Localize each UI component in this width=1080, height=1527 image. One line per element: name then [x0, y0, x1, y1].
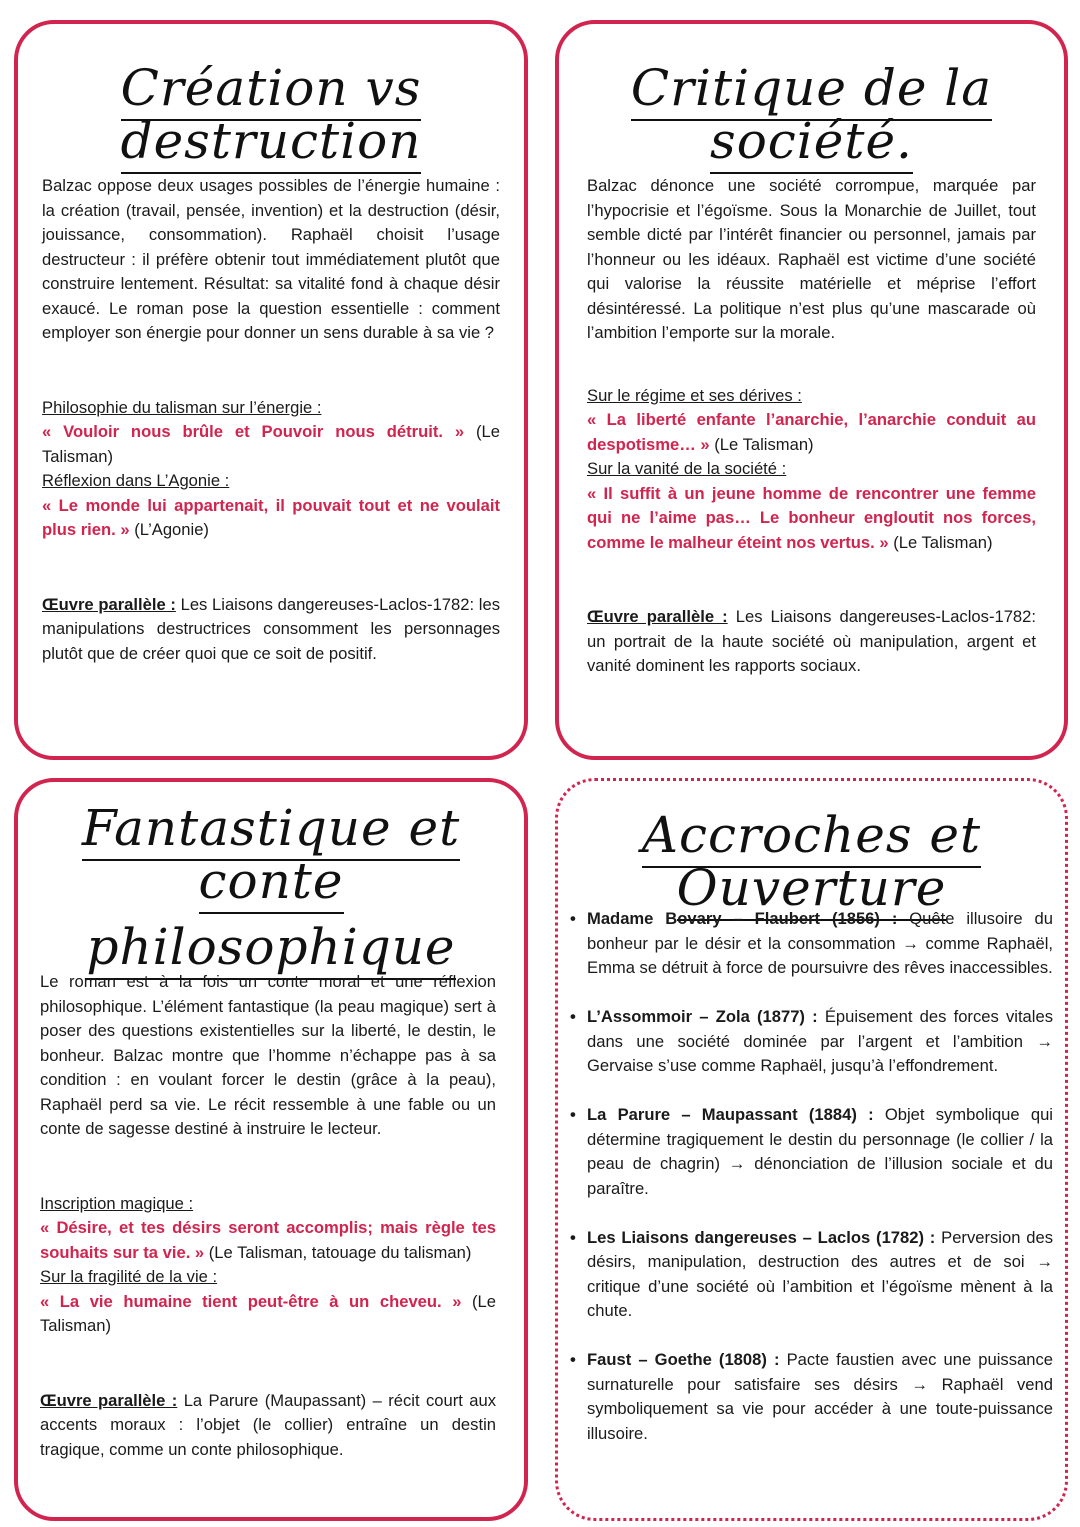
intro-paragraph: Balzac oppose deux usages possibles de l’énergie humaine : la création (travail, pensée, invention) et la destruction (désir, jouissance, consommation). Raphaël choisit l’usage destructeur : il préfère obtenir tout immédiatement plutôt que construire lentement. Résultat: sa vitalité fond à chaque désir exaucé. Le roman pose la question essentielle : comment employer son énergie pour donner un sens durable à sa vie ?: [42, 176, 500, 342]
card-body: [570, 907, 1053, 1471]
intro-paragraph: Le roman est à la fois un conte moral et une réflexion philosophique. L’élément fantastique (la peau magique) sert à poser des questions existentielles sur la liberté, le destin, le bonheur. Balzac montre que l’homme n’échappe pas à sa condition : en voulant forcer le destin (grâce à la peau), Raphaël perd sa vie. Le récit ressemble à une fable ou un conte de sagesse destiné à instruire le lecteur.: [40, 972, 496, 1138]
quote-source: (Le Talisman): [42, 422, 500, 466]
quote-source: (Le Talisman): [40, 1291, 496, 1335]
quote-text: « Le monde lui appartenait, il pouvait tout et ne voulait plus rien. »: [42, 495, 500, 539]
quote-source: (Le Talisman, tatouage du talisman): [208, 1242, 472, 1262]
card-body: [587, 174, 1036, 679]
quote-label: Sur la vanité de la société :: [587, 459, 787, 478]
card-title: Accroches et Ouverture: [558, 809, 1065, 914]
card-title: Création vs destruction: [18, 62, 524, 167]
quote-text: « Il suffit à un jeune homme de rencontrer une femme qui ne l’aime pas… Le bonheur engloutit nos forces, comme le malheur éteint nos vertus. »: [587, 483, 1036, 552]
bullet-icon: •: [570, 909, 576, 928]
parallel-label: Œuvre parallèle :: [40, 1390, 178, 1410]
list-item: [570, 1103, 1053, 1201]
work-title: Faust – Goethe (1808) :: [587, 1350, 780, 1369]
card-title: Critique de la société.: [559, 62, 1064, 167]
work-text: Pacte faustien avec une puissance surnaturelle pour satisfaire ses désirs → Raphaël vend symboliquement sa vie pour accéder à une toute-puissance illusoire.: [587, 1350, 1053, 1443]
parallel-work: [42, 593, 500, 667]
intro-paragraph: Balzac dénonce une société corrompue, marquée par l’hypocrisie et l’égoïsme. Sous la Monarchie de Juillet, tout semble dicté par l’intérêt financier ou personnel, jamais par l’honneur ou les idéaux. Raphaël est victime d’une société qui valorise la réussite matérielle et méprise l’effort désintéressé. La politique n’est plus qu’une mascarade où l’ambition l’emporte sur la morale.: [587, 176, 1036, 342]
parallel-work: [40, 1389, 496, 1463]
work-text: Quête illusoire du bonheur par le désir et la consommation → comme Raphaël, Emma se détruit à force de poursuivre des rêves inaccessibles.: [587, 909, 1053, 977]
bullet-icon: •: [570, 1350, 576, 1369]
quote-block: [42, 420, 500, 469]
parallel-work: [587, 605, 1036, 679]
quote-block: [587, 482, 1036, 556]
bullet-icon: •: [570, 1227, 576, 1247]
card-fantastique-conte: [14, 778, 528, 1521]
quote-source: (Le Talisman): [714, 434, 814, 454]
bullet-icon: •: [570, 1007, 576, 1026]
quote-source: (L’Agonie): [134, 520, 209, 539]
quote-label: Inscription magique :: [40, 1193, 194, 1213]
quote-label: Philosophie du talisman sur l’énergie :: [42, 397, 322, 417]
list-item: [570, 1005, 1053, 1079]
work-text: Épuisement des forces vitales dans une société dominée par l’argent et l’ambition → Gervaise s’use comme Raphaël, jusqu’à l’effondrement.: [587, 1007, 1053, 1075]
card-creation-destruction: [14, 20, 528, 760]
parallel-label: Œuvre parallèle :: [587, 607, 728, 626]
work-text: Objet symbolique qui détermine tragiquement le destin du personnage (le collier / la peau de chagrin) → dénonciation de l’illusion sociale et du paraître.: [587, 1105, 1053, 1198]
card-title: Fantastique et conte philosophique: [18, 802, 524, 974]
work-title: Les Liaisons dangereuses – Laclos (1782) :: [587, 1227, 936, 1247]
quote-block: [40, 1216, 496, 1265]
quote-source: (Le Talisman): [893, 532, 993, 552]
quote-text: « La vie humaine tient peut-être à un cheveu. »: [40, 1291, 462, 1311]
work-title: L’Assommoir – Zola (1877) :: [587, 1007, 818, 1026]
list-item: [570, 1226, 1053, 1324]
card-body: [40, 970, 496, 1462]
card-critique-societe: [555, 20, 1068, 760]
quote-text: « Désire, et tes désirs seront accomplis; mais règle tes souhaits sur ta vie. »: [40, 1218, 496, 1262]
parallel-text: La Parure (Maupassant) – récit court aux accents moraux : l’objet (le collier) entraîne un destin tragique, comme un conte philosophique.: [40, 1390, 496, 1459]
quote-label: Sur le régime et ses dérives :: [587, 385, 802, 405]
work-title: La Parure – Maupassant (1884) :: [587, 1105, 874, 1124]
work-title: Madame Bovary – Flaubert (1856) :: [587, 909, 898, 928]
quote-text: « Vouloir nous brûle et Pouvoir nous détruit. »: [42, 422, 465, 441]
quote-block: [42, 494, 500, 543]
quote-text: « La liberté enfante l’anarchie, l’anarchie conduit au despotisme… »: [587, 410, 1036, 454]
bullet-icon: •: [570, 1105, 576, 1124]
works-list: [570, 907, 1053, 1446]
parallel-label: Œuvre parallèle :: [42, 594, 176, 614]
card-accroches-ouverture: [555, 778, 1068, 1521]
work-text: Perversion des désirs, manipulation, destruction des autres et de soi → critique d’une société où l’ambition et l’égoïsme mènent à la chute.: [587, 1227, 1053, 1320]
quote-block: [587, 408, 1036, 457]
quote-block: [40, 1290, 496, 1339]
card-body: [42, 174, 500, 666]
quote-label: Sur la fragilité de la vie :: [40, 1267, 218, 1286]
list-item: [570, 1348, 1053, 1446]
parallel-text: Les Liaisons dangereuses-Laclos-1782: les manipulations destructrices consomment les personnages plutôt que de créer quoi que ce soit de positif.: [42, 594, 500, 663]
list-item: [570, 907, 1053, 981]
quote-label: Réflexion dans L’Agonie :: [42, 471, 230, 490]
parallel-text: Les Liaisons dangereuses-Laclos-1782: un portrait de la haute société où manipulation, argent et vanité dominent les rapports sociaux.: [587, 607, 1036, 675]
